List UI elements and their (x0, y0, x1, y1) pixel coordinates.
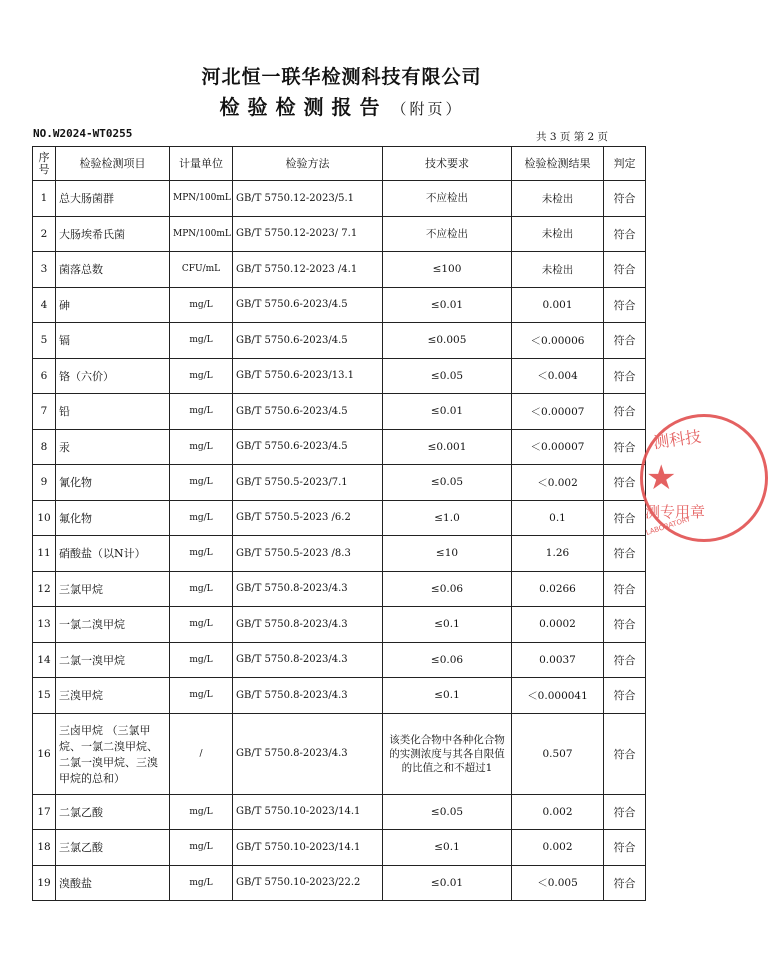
cell-judgement: 符合 (604, 323, 646, 359)
table-row (33, 536, 646, 572)
cell-unit: MPN/100mL (170, 181, 233, 217)
cell-result: 0.001 (512, 287, 604, 323)
table-row (33, 642, 646, 678)
results-table (32, 146, 646, 901)
cell-unit: mg/L (170, 536, 233, 572)
report-subtitle: （附页） (391, 100, 464, 118)
cell-judgement: 符合 (604, 394, 646, 430)
cell-item: 一氯二溴甲烷 (56, 607, 170, 643)
col-header-result: 检验检测结果 (512, 147, 604, 181)
cell-unit: mg/L (170, 678, 233, 714)
report-title-main: 检验检测报告 (219, 95, 388, 119)
cell-unit: mg/L (170, 323, 233, 359)
cell-requirement: 该类化合物中各种化合物的实测浓度与其各自限值的比值之和不超过1 (383, 713, 512, 794)
results-body (33, 181, 646, 901)
col-header-requirement: 技术要求 (383, 147, 512, 181)
cell-unit: MPN/100mL (170, 216, 233, 252)
cell-judgement: 符合 (604, 500, 646, 536)
table-row (33, 713, 646, 794)
cell-method: GB/T 5750.10-2023/14.1 (233, 830, 383, 866)
cell-method: GB/T 5750.5-2023/7.1 (233, 465, 383, 501)
cell-method: GB/T 5750.8-2023/4.3 (233, 713, 383, 794)
cell-unit: mg/L (170, 287, 233, 323)
table-row (33, 323, 646, 359)
cell-requirement: ≤0.05 (383, 465, 512, 501)
cell-result: 0.0002 (512, 607, 604, 643)
cell-method: GB/T 5750.8-2023/4.3 (233, 678, 383, 714)
cell-method: GB/T 5750.6-2023/4.5 (233, 287, 383, 323)
cell-requirement: ≤0.01 (383, 287, 512, 323)
cell-result: ＜0.004 (512, 358, 604, 394)
cell-judgement: 符合 (604, 536, 646, 572)
cell-method: GB/T 5750.8-2023/4.3 (233, 642, 383, 678)
cell-no: 2 (33, 216, 56, 252)
table-row (33, 465, 646, 501)
cell-result: 0.0037 (512, 642, 604, 678)
cell-item: 三氯甲烷 (56, 571, 170, 607)
cell-no: 7 (33, 394, 56, 430)
cell-judgement: 符合 (604, 465, 646, 501)
cell-unit: CFU/mL (170, 252, 233, 288)
cell-method: GB/T 5750.5-2023 /8.3 (233, 536, 383, 572)
table-header-row (33, 147, 646, 181)
cell-result: 未检出 (512, 216, 604, 252)
cell-no: 1 (33, 181, 56, 217)
cell-item: 三氯乙酸 (56, 830, 170, 866)
cell-unit: mg/L (170, 607, 233, 643)
cell-method: GB/T 5750.8-2023/4.3 (233, 607, 383, 643)
cell-judgement: 符合 (604, 358, 646, 394)
cell-judgement: 符合 (604, 181, 646, 217)
cell-result: 1.26 (512, 536, 604, 572)
cell-unit: / (170, 713, 233, 794)
cell-result: ＜0.00007 (512, 394, 604, 430)
cell-item: 砷 (56, 287, 170, 323)
cell-requirement: ≤0.06 (383, 642, 512, 678)
cell-method: GB/T 5750.12-2023/5.1 (233, 181, 383, 217)
cell-method: GB/T 5750.6-2023/13.1 (233, 358, 383, 394)
cell-item: 硝酸盐（以N计） (56, 536, 170, 572)
cell-judgement: 符合 (604, 429, 646, 465)
cell-no: 6 (33, 358, 56, 394)
cell-no: 12 (33, 571, 56, 607)
table-row (33, 252, 646, 288)
cell-item: 大肠埃希氏菌 (56, 216, 170, 252)
cell-method: GB/T 5750.6-2023/4.5 (233, 429, 383, 465)
cell-item: 镉 (56, 323, 170, 359)
table-row (33, 358, 646, 394)
cell-method: GB/T 5750.10-2023/22.2 (233, 865, 383, 901)
cell-item: 三卤甲烷 （三氯甲烷、一氯二溴甲烷、二氯一溴甲烷、三溴甲烷的总和） (56, 713, 170, 794)
official-stamp (640, 414, 768, 542)
cell-no: 16 (33, 713, 56, 794)
cell-judgement: 符合 (604, 713, 646, 794)
cell-requirement: ≤0.01 (383, 394, 512, 430)
cell-method: GB/T 5750.12-2023/ 7.1 (233, 216, 383, 252)
cell-result: 未检出 (512, 181, 604, 217)
cell-result: ＜0.005 (512, 865, 604, 901)
cell-judgement: 符合 (604, 216, 646, 252)
cell-result: 0.507 (512, 713, 604, 794)
cell-method: GB/T 5750.12-2023 /4.1 (233, 252, 383, 288)
cell-unit: mg/L (170, 642, 233, 678)
cell-requirement: ≤0.01 (383, 865, 512, 901)
table-row (33, 794, 646, 830)
cell-no: 13 (33, 607, 56, 643)
cell-no: 3 (33, 252, 56, 288)
cell-requirement: ≤0.001 (383, 429, 512, 465)
cell-requirement: ≤0.05 (383, 794, 512, 830)
cell-item: 铬（六价） (56, 358, 170, 394)
table-row (33, 181, 646, 217)
table-row (33, 500, 646, 536)
stamp-bottom-text: 测专用章 (645, 503, 706, 521)
cell-result: ＜0.00007 (512, 429, 604, 465)
cell-requirement: ≤0.06 (383, 571, 512, 607)
cell-unit: mg/L (170, 794, 233, 830)
cell-unit: mg/L (170, 465, 233, 501)
cell-unit: mg/L (170, 429, 233, 465)
cell-requirement: ≤0.1 (383, 607, 512, 643)
cell-requirement: ≤10 (383, 536, 512, 572)
cell-requirement: 不应检出 (383, 216, 512, 252)
cell-requirement: ≤0.1 (383, 830, 512, 866)
cell-requirement: ≤0.05 (383, 358, 512, 394)
cell-unit: mg/L (170, 830, 233, 866)
cell-item: 三溴甲烷 (56, 678, 170, 714)
cell-result: 0.0266 (512, 571, 604, 607)
cell-item: 汞 (56, 429, 170, 465)
cell-judgement: 符合 (604, 830, 646, 866)
col-header-judgement: 判定 (604, 147, 646, 181)
table-row (33, 571, 646, 607)
cell-result: ＜0.000041 (512, 678, 604, 714)
table-row (33, 429, 646, 465)
cell-item: 二氯乙酸 (56, 794, 170, 830)
cell-judgement: 符合 (604, 865, 646, 901)
cell-item: 氰化物 (56, 465, 170, 501)
table-row (33, 865, 646, 901)
cell-method: GB/T 5750.8-2023/4.3 (233, 571, 383, 607)
cell-item: 菌落总数 (56, 252, 170, 288)
cell-item: 溴酸盐 (56, 865, 170, 901)
table-row (33, 678, 646, 714)
cell-method: GB/T 5750.6-2023/4.5 (233, 323, 383, 359)
cell-method: GB/T 5750.10-2023/14.1 (233, 794, 383, 830)
cell-judgement: 符合 (604, 252, 646, 288)
col-header-unit: 计量单位 (170, 147, 233, 181)
cell-requirement: ≤100 (383, 252, 512, 288)
col-header-method: 检验方法 (233, 147, 383, 181)
cell-judgement: 符合 (604, 642, 646, 678)
cell-result: 0.002 (512, 794, 604, 830)
page-info: 共 3 页 第 2 页 (536, 131, 609, 143)
cell-result: 未检出 (512, 252, 604, 288)
cell-no: 9 (33, 465, 56, 501)
cell-judgement: 符合 (604, 794, 646, 830)
cell-result: ＜0.002 (512, 465, 604, 501)
cell-no: 14 (33, 642, 56, 678)
cell-no: 8 (33, 429, 56, 465)
stamp-tiny-text: LABORATORY (644, 515, 692, 537)
cell-unit: mg/L (170, 865, 233, 901)
table-row (33, 607, 646, 643)
cell-result: ＜0.00006 (512, 323, 604, 359)
cell-no: 4 (33, 287, 56, 323)
cell-result: 0.002 (512, 830, 604, 866)
cell-unit: mg/L (170, 571, 233, 607)
cell-unit: mg/L (170, 500, 233, 536)
cell-item: 氟化物 (56, 500, 170, 536)
cell-unit: mg/L (170, 394, 233, 430)
stamp-star-icon: ★ (646, 458, 677, 498)
cell-no: 5 (33, 323, 56, 359)
cell-judgement: 符合 (604, 287, 646, 323)
cell-method: GB/T 5750.6-2023/4.5 (233, 394, 383, 430)
cell-no: 19 (33, 865, 56, 901)
cell-no: 15 (33, 678, 56, 714)
report-title (0, 91, 683, 120)
table-row (33, 287, 646, 323)
cell-no: 18 (33, 830, 56, 866)
cell-judgement: 符合 (604, 571, 646, 607)
cell-no: 17 (33, 794, 56, 830)
col-header-item: 检验检测项目 (56, 147, 170, 181)
table-row (33, 216, 646, 252)
cell-judgement: 符合 (604, 607, 646, 643)
cell-no: 10 (33, 500, 56, 536)
cell-result: 0.1 (512, 500, 604, 536)
company-name: 河北恒一联华检测科技有限公司 (201, 66, 482, 88)
stamp-top-text: 测科技 (652, 426, 703, 453)
cell-item: 总大肠菌群 (56, 181, 170, 217)
cell-requirement: 不应检出 (383, 181, 512, 217)
col-header-no: 序号 (33, 147, 56, 181)
cell-item: 铅 (56, 394, 170, 430)
cell-method: GB/T 5750.5-2023 /6.2 (233, 500, 383, 536)
cell-requirement: ≤1.0 (383, 500, 512, 536)
table-row (33, 830, 646, 866)
cell-unit: mg/L (170, 358, 233, 394)
cell-judgement: 符合 (604, 678, 646, 714)
cell-requirement: ≤0.1 (383, 678, 512, 714)
cell-no: 11 (33, 536, 56, 572)
report-number: NO.W2024-WT0255 (33, 127, 133, 140)
cell-requirement: ≤0.005 (383, 323, 512, 359)
cell-item: 二氯一溴甲烷 (56, 642, 170, 678)
table-row (33, 394, 646, 430)
